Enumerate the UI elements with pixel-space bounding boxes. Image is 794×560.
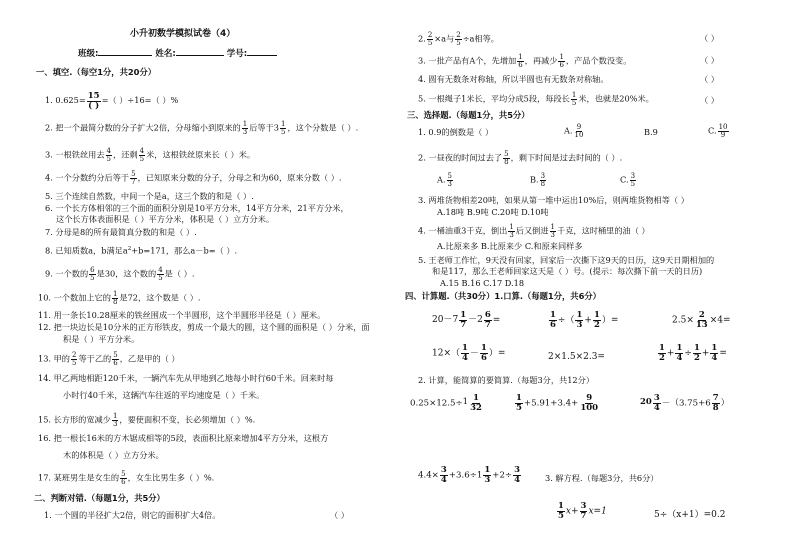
question-11: 11. 用一条长10.28厘米的铁丝围成一个半圆形，这个半圆形半径是（ ）厘米。 (38, 310, 326, 320)
section-heading: 二、判断对错.（每题1分，共5分） (34, 493, 165, 503)
judge-4: 4. 圆有无数条对称轴，所以半圆也有无数条对称轴。 (418, 74, 609, 84)
id-label: 学号: (226, 49, 248, 59)
question-14: 14. 甲乙两地相距120千米，一辆汽车先从甲地到乙地每小时行60千米。回来时每 (38, 373, 334, 383)
choice-5-options[interactable]: A.15 B.16 C.17 D.18 (440, 278, 525, 288)
oral-calc-6: $\frac{1}{2}$ + $\frac{1}{4}$ ÷ $\frac{1}{2}$ + $\frac{1}{4}$ = (659, 343, 727, 363)
oral-calc-2: $\frac{1}{6}$ ÷（ $\frac{1}{3}$ + $\frac{1}{2}$ ）= (550, 310, 619, 330)
question-1: 1. 0.625= 15 ( ) =（ ）÷16=（ ）% (45, 91, 179, 111)
section-heading: 一、填空.（每空1分，共20分） (36, 67, 157, 77)
question-16-cont: 木的体积是（ ）立方分米。 (63, 450, 164, 460)
oral-calc-1: 20－7 1 7 －2 6 7 = (432, 310, 501, 330)
choice-3-options[interactable]: A.18吨 B.9吨 C.20吨 D.10吨 (437, 207, 549, 217)
section-heading: 三、选择题.（每题1分，共5分） (407, 110, 530, 120)
question-17: 17. 某班男生是女生的 $\frac{5}{6}$ ，女生比男生多（ ）%. (38, 470, 215, 486)
judge-4-answer[interactable]: （ ） (700, 74, 719, 84)
question-7: 7. 分母是8的所有最简真分数的和是（ ）. (45, 227, 197, 237)
calc-instructions: 2. 计算，能简算的要简算.（每题3分，共12分） (418, 375, 595, 385)
choice-4-options[interactable]: A.比原来多 B.比原来少 C.和原来同样多 (437, 241, 583, 251)
question-5: 5. 三个连续自然数，中间一个是a，这三个数的和是（ ）. (45, 191, 254, 201)
calc-2: $\frac{1}{5}$ +5.91+3.4+ $\frac{9}{100}$ (516, 393, 599, 413)
choice-1-option-a[interactable]: A. $\frac{9}{10}$ (564, 123, 584, 139)
question-10: 10. 一个数加上它的 $\frac{1}{8}$ 是72，这个数是（ ）. (38, 290, 201, 306)
judge-3-answer[interactable]: （ ） (700, 55, 719, 65)
question-4: 4. 一个分数约分后等于 $\frac{5}{7}$ ，已知原来分数的分子，分母之和为60，原来分数（ ）. (45, 170, 342, 186)
choice-2: 2. 一昼夜的时间过去了 $\frac{5}{8}$ ，剩下时间是过去时间的（ ）. (418, 150, 623, 166)
question-6-cont: 这个长方体表面积是（ ）平方分米，体积是（ ）立方分米。 (56, 214, 275, 224)
equation-1: $\frac{1}{5}$ x+ $\frac{3}{7}$ x=1 (558, 501, 607, 521)
choice-5-cont: 和是117，那么王老师回家这天是（ ）号。(提示：每次撕下前一天的日历) (432, 266, 703, 276)
oral-calc-3: 2.5× $\frac{2}{13}$ ×4= (672, 310, 731, 330)
choice-2-option-a[interactable]: A. $\frac{5}{3}$ (437, 172, 452, 188)
page-title: 小升初数学模拟试卷（4） (130, 29, 236, 39)
question-8: 8. 已知质数a，b满足$a^2+b=171$，那么a－b=（ ）. (45, 245, 238, 256)
name-label: 姓名: (155, 49, 176, 59)
choice-4: 4. 一桶油重3千克，倒出 $\frac{1}{3}$ 后又倒进 $\frac{1}{3}$ 千克，这时桶里的油（ ） (418, 223, 650, 239)
question-14-cont: 小时行40千米，这辆汽车往返的平均速度是（ ）千米。 (63, 390, 265, 400)
question-12-cont: 积是（ ）平方分米。 (63, 334, 140, 344)
equation-2: 5÷（x+1）=0.2 (654, 510, 726, 520)
question-12: 12. 把一块边长是10分米的正方形铁皮，剪成一个最大的圆，这个圆的面积是（ ）分米，面 (38, 322, 370, 332)
judge-1: 1. 一个圆的半径扩大2倍，则它的面积扩大4倍。 (44, 510, 221, 520)
judge-5-answer[interactable]: （ ） (700, 95, 719, 105)
class-blank[interactable] (98, 55, 152, 56)
section-heading: 四、计算题.（共30分）1.口算.（每题1分，共6分） (405, 291, 601, 301)
choice-2-option-c[interactable]: C. $\frac{3}{5}$ (620, 172, 636, 188)
question-9: 9. 一个数的 $\frac{6}{5}$ 是30，这个数的 $\frac{4}{5}$ 是（ ）. (45, 266, 195, 282)
judge-2-answer[interactable]: （ ） (700, 33, 719, 43)
id-blank[interactable] (247, 55, 277, 56)
calc-3: 20 3 4 －（3.75+6 $\frac{7}{8}$ ） (640, 393, 730, 413)
question-16: 16. 把一根长16米的方木锯成相等的5段，表面积比原来增加4平方分米，这根方 (38, 433, 329, 443)
question-3: 3. 一根铁丝用去 $\frac{4}{5}$ ，还剩 $\frac{4}{5}$ 米，这根铁丝原来长（ ）米。 (45, 147, 256, 163)
class-label: 班级: (78, 49, 99, 59)
judge-2: 2. $\frac{2}{5}$ ×a与 $\frac{2}{5}$ ÷a相等。 (418, 31, 499, 47)
question-13: 13. 甲的 $\frac{2}{5}$ 等于乙的 $\frac{5}{6}$ ，乙是甲的（ ） (38, 351, 180, 367)
oral-calc-4: 12×（ $\frac{1}{4}$ － $\frac{1}{6}$ ）= (432, 343, 506, 363)
choice-5: 5. 王老师工作忙，9天没有回家，回家后一次撕下这9天的日历，这9天日期相加的 (418, 255, 715, 265)
calc-4: 4.4× $\frac{3}{4}$ +3.6÷1 $\frac{1}{3}$ +2÷ $\frac{3}{4}$ (418, 465, 521, 485)
judge-5: 5. 一根绳子1米长，平均分成5段，每段长 $\frac{1}{5}$ 米，也就是20%米。 (418, 91, 654, 107)
judge-1-answer[interactable]: （ ） (330, 510, 349, 520)
equation-instructions: 3. 解方程.（每题3分，共6分） (545, 473, 659, 483)
choice-1: 1. 0.9的倒数是（ ） (418, 127, 494, 137)
name-blank[interactable] (176, 55, 224, 56)
judge-3: 3. 一批产品有A个，先增加 $\frac{1}{6}$ ，再减少 $\frac{1}{6}$ ，产品个数没变。 (418, 53, 632, 69)
student-info-line (78, 50, 277, 60)
choice-2-option-b[interactable]: B. $\frac{3}{8}$ (530, 172, 546, 188)
calc-1: 0.25×12.5÷1 1 32 (410, 393, 482, 413)
question-15: 15. 长方形的宽减少 $\frac{1}{3}$ ，要使面积不变，长必须增加（ ）%. (38, 412, 256, 428)
choice-1-option-c[interactable]: C. $\frac{10}{9}$ (708, 123, 728, 139)
question-2: 2. 把一个最简分数的分子扩大2倍，分母缩小到原来的 $\frac{1}{3}$ 后等于3 $\frac{1}{5}$ ，这个分数是（ ）. (45, 120, 359, 136)
choice-1-option-b[interactable]: B.9 (644, 127, 658, 137)
oral-calc-5: 2×1.5×2.3= (548, 352, 605, 362)
question-6: 6. 一个长方体相邻的三个面的面积分别是10平方分米，14平方分米，21平方分米， (45, 203, 349, 213)
choice-3: 3. 两堆货物相差20吨，如果从第一堆中运出10%后，则两堆货物相等（ ） (418, 195, 689, 205)
